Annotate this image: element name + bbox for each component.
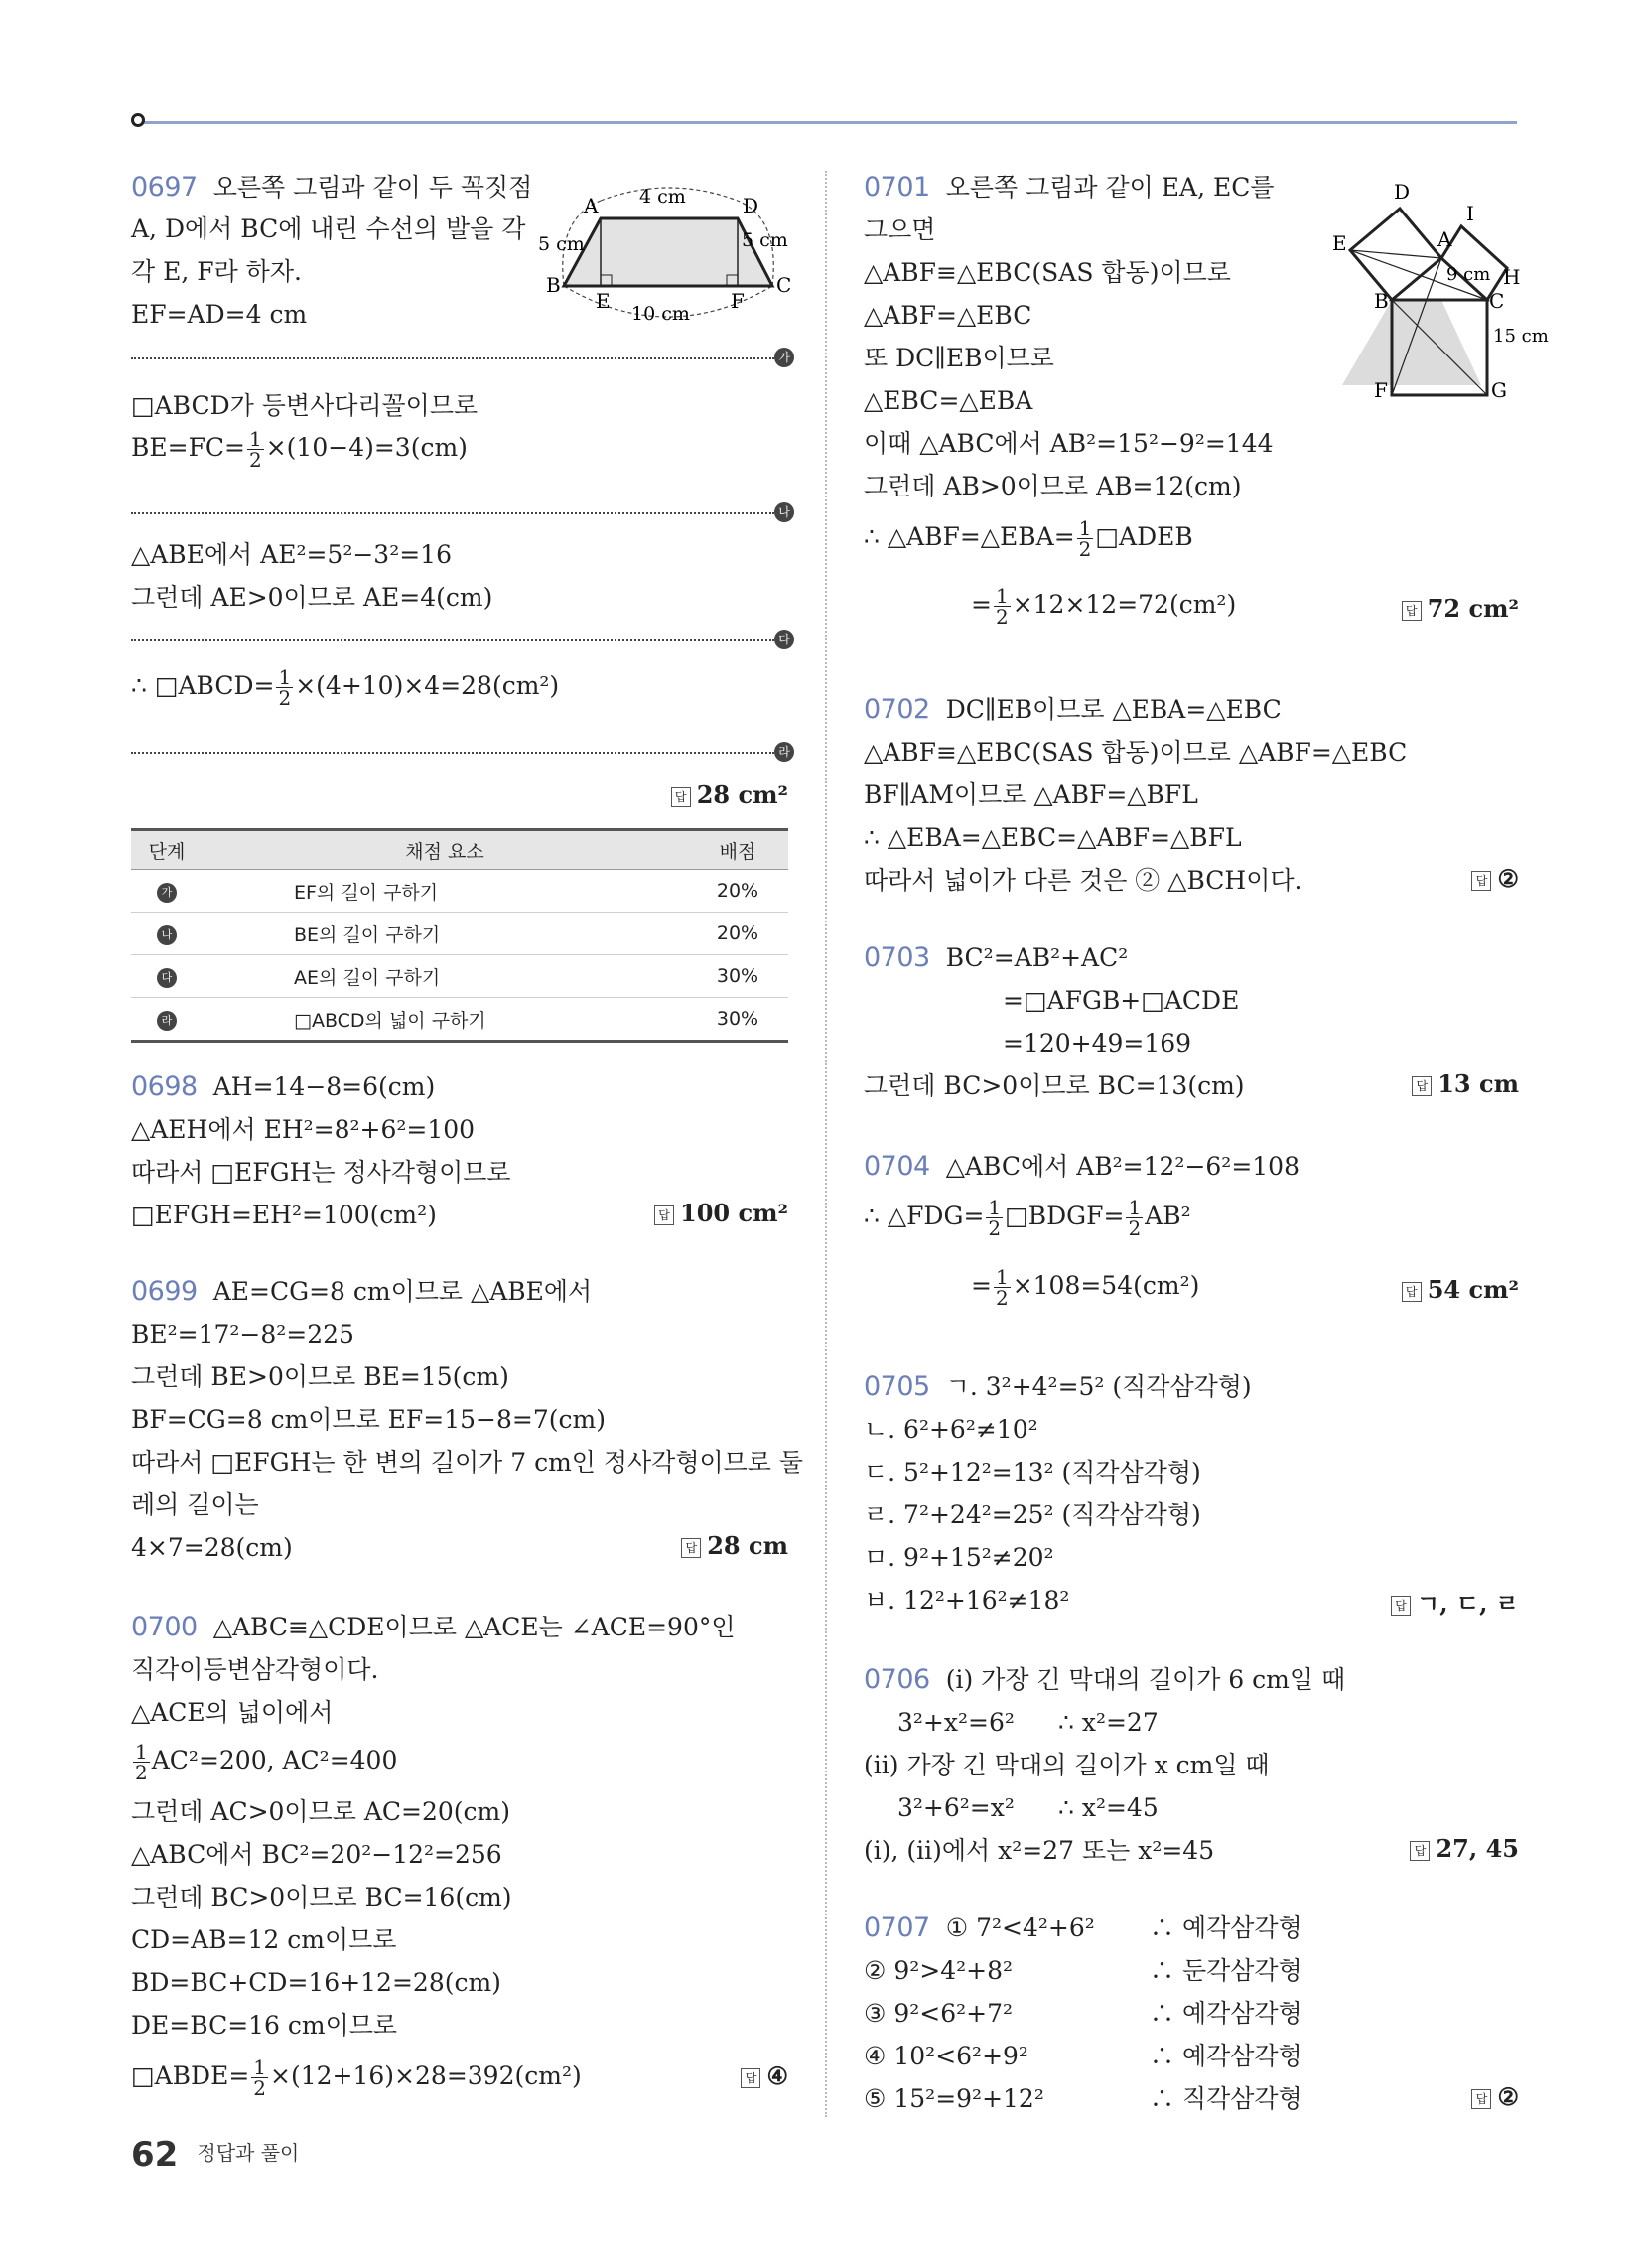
p0697-line3: 각 E, F라 하자.	[131, 257, 302, 286]
p0697-step3a: △ABE에서 AE²=5²−3²=16	[131, 540, 452, 569]
p0707-row2: ② 9²>4²+8²	[864, 1956, 1014, 1985]
p0697-line1: 0697 오른쪽 그림과 같이 두 꼭짓점	[131, 172, 533, 203]
p0703-line2: =□AFGB+□ACDE	[1003, 986, 1240, 1015]
p0700-line8: CD=AB=12 cm이므로	[131, 1925, 397, 1954]
column-separator	[825, 171, 827, 2117]
p0703-line3: =120+49=169	[1003, 1029, 1192, 1058]
page-number: 62	[131, 2135, 179, 2175]
p0703-answer: 답 13 cm	[1412, 1069, 1519, 1098]
p0700-line2: 직각이등변삼각형이다.	[131, 1655, 379, 1684]
p0702-line3: BF∥AM이므로 △ABF=△BFL	[864, 780, 1198, 809]
p0705-line4: ㄹ. 7²+24²=25² (직각삼각형)	[864, 1500, 1201, 1529]
p0700-line1: 0700 △ABC≡△CDE이므로 △ACE는 ∠ACE=90°인	[131, 1612, 736, 1642]
p0699-line3: 그런데 BE>0이므로 BE=15(cm)	[131, 1362, 509, 1391]
fig2-label-C: C	[1489, 289, 1505, 313]
p0701-line7: 이때 △ABC에서 AB²=15²−9²=144	[864, 429, 1274, 458]
p0705-answer: 답 ㄱ, ㄷ, ㄹ	[1391, 1584, 1519, 1619]
step-mark-4: 라	[774, 742, 794, 762]
p0697-line2: A, D에서 BC에 내린 수선의 발을 각	[131, 214, 526, 243]
footer-label: 정답과 풀이	[197, 2141, 300, 2165]
p0698-answer: 답 100 cm²	[654, 1199, 788, 1227]
p0697-line4: EF=AD=4 cm	[131, 300, 308, 329]
p0704-line1: 0704 △ABC에서 AB²=12²−6²=108	[864, 1151, 1300, 1182]
p0699-answer: 답 28 cm	[681, 1531, 788, 1560]
p0697-step3b: 그런데 AE>0이므로 AE=4(cm)	[131, 583, 493, 612]
p0701-line5: 또 DC∥EB이므로	[864, 344, 1054, 372]
fig-label-F: F	[731, 289, 745, 313]
fig2-label-bc: 15 cm	[1493, 326, 1549, 347]
p0701-answer: 답 72 cm²	[1402, 594, 1519, 623]
p0700-line6: △ABC에서 BC²=20²−12²=256	[131, 1840, 502, 1869]
fig2-label-I: I	[1466, 202, 1474, 225]
p0700-line7: 그런데 BC>0이므로 BC=16(cm)	[131, 1883, 512, 1912]
p0699-line2: BE²=17²−8²=225	[131, 1320, 354, 1348]
p0706-answer: 답 27, 45	[1410, 1834, 1519, 1863]
p0701-line4: △ABF=△EBC	[864, 301, 1032, 330]
p0706-line5: (ⅰ), (ⅱ)에서 x²=27 또는 x²=45	[864, 1836, 1215, 1865]
p0701-line2: 그으면	[864, 215, 936, 244]
table-row: 가 EF의 길이 구하기 20%	[131, 870, 788, 913]
table-row: 다 AE의 길이 구하기 30%	[131, 955, 788, 998]
p0707-row5-result: ∴ 직각삼각형	[1150, 2084, 1302, 2113]
p0706-line2b: ∴ x²=27	[1058, 1708, 1159, 1737]
fig2-label-E: E	[1332, 231, 1347, 255]
p0701-line3: △ABF≡△EBC(SAS 합동)이므로	[864, 258, 1231, 287]
p0701-line6: △EBC=△EBA	[864, 386, 1033, 415]
table-row: 라 □ABCD의 넓이 구하기 30%	[131, 998, 788, 1042]
fig-label-top: 4 cm	[639, 186, 686, 208]
p0707-row5: ⑤ 15²=9²+12²	[864, 2084, 1044, 2113]
p0699-line4: BF=CG=8 cm이므로 EF=15−8=7(cm)	[131, 1405, 606, 1434]
p0707-answer: 답 ②	[1471, 2082, 1519, 2111]
p0706-line4a: 3²+6²=x²	[897, 1793, 1015, 1822]
p0701-line1: 0701 오른쪽 그림과 같이 EA, EC를	[864, 172, 1275, 203]
fig2-label-B: B	[1374, 289, 1389, 313]
p0705-line6: ㅂ. 12²+16²≠18²	[864, 1586, 1070, 1615]
p0707-row1: 0707 ① 7²<4²+6²	[864, 1913, 1095, 1943]
fig2-label-ac: 9 cm	[1446, 264, 1491, 285]
trapezoid-figure	[538, 179, 792, 325]
p0697-step4: ∴ □ABCD= $\frac{1}{2}$ ×(4+10)×4=28(cm²)	[131, 665, 560, 710]
fig2-label-F: F	[1374, 378, 1388, 402]
pythagoras-figure	[1302, 175, 1549, 402]
p0702-line4: ∴ △EBA=△EBC=△ABF=△BFL	[864, 823, 1242, 852]
p0702-answer: 답 ②	[1471, 864, 1519, 893]
p0707-row2-result: ∴ 둔각삼각형	[1150, 1956, 1302, 1985]
p0700-line3: △ACE의 넓이에서	[131, 1698, 334, 1727]
step-mark-2: 나	[774, 502, 794, 522]
p0703-line4: 그런데 BC>0이므로 BC=13(cm)	[864, 1071, 1245, 1100]
p0699-line7: 4×7=28(cm)	[131, 1533, 293, 1562]
fig-label-B: B	[546, 273, 561, 297]
p0702-line1: 0702 DC∥EB이므로 △EBA=△EBC	[864, 694, 1282, 725]
p0700-line9: BD=BC+CD=16+12=28(cm)	[131, 1968, 501, 1997]
p0705-line1: 0705 ㄱ. 3²+4²=5² (직각삼각형)	[864, 1371, 1252, 1402]
p0706-line3: (ⅱ) 가장 긴 막대의 길이가 x cm일 때	[864, 1751, 1270, 1779]
p0698-line2: △AEH에서 EH²=8²+6²=100	[131, 1115, 476, 1144]
top-rule-dot	[131, 113, 145, 127]
p0704-answer: 답 54 cm²	[1402, 1275, 1519, 1304]
p0697-step2b: BE=FC= $\frac{1}{2}$ ×(10−4)=3(cm)	[131, 427, 468, 472]
fig-label-C: C	[776, 273, 792, 297]
fig-label-D: D	[743, 194, 759, 217]
p0700-line11: □ABDE= $\frac{1}{2}$ ×(12+16)×28=392(cm²)	[131, 2055, 582, 2100]
p0706-line1: 0706 (ⅰ) 가장 긴 막대의 길이가 6 cm일 때	[864, 1664, 1346, 1695]
p0697-answer: 답 28 cm²	[671, 780, 788, 809]
fig2-label-D: D	[1394, 180, 1411, 204]
p0700-line10: DE=BC=16 cm이므로	[131, 2011, 398, 2040]
p0699-line5: 따라서 □EFGH는 한 변의 길이가 7 cm인 정사각형이므로 둘	[131, 1448, 804, 1477]
scoring-table	[131, 828, 788, 1043]
step-mark-3: 다	[774, 630, 794, 649]
fig2-label-G: G	[1491, 378, 1507, 402]
p0703-line1: 0703 BC²=AB²+AC²	[864, 942, 1129, 973]
p0707-row4: ④ 10²<6²+9²	[864, 2042, 1028, 2070]
page-footer	[131, 2135, 299, 2175]
fig-label-E: E	[596, 289, 611, 313]
p0700-answer: 답 ④	[741, 2061, 788, 2090]
p0699-line1: 0699 AE=CG=8 cm이므로 △ABE에서	[131, 1276, 593, 1307]
p0702-line2: △ABF≡△EBC(SAS 합동)이므로 △ABF=△EBC	[864, 738, 1408, 767]
p0706-line2a: 3²+x²=6²	[897, 1708, 1015, 1737]
top-rule	[141, 121, 1517, 124]
p0704-line2: ∴ △FDG= $\frac{1}{2}$ □BDGF= $\frac{1}{2}$ AB²	[864, 1196, 1191, 1240]
p0701-line8: 그런데 AB>0이므로 AB=12(cm)	[864, 472, 1242, 500]
p0707-row4-result: ∴ 예각삼각형	[1150, 2042, 1302, 2070]
fig2-label-H: H	[1503, 265, 1521, 289]
p0700-line4: $\frac{1}{2}$ AC²=200, AC²=400	[135, 1740, 398, 1784]
p0705-line5: ㅁ. 9²+15²≠20²	[864, 1543, 1054, 1572]
p0702-line5: 따라서 넓이가 다른 것은 ② △BCH이다.	[864, 866, 1302, 895]
p0700-line5: 그런데 AC>0이므로 AC=20(cm)	[131, 1797, 510, 1826]
p0698-line4: □EFGH=EH²=100(cm²)	[131, 1201, 437, 1229]
p0697-step2a: □ABCD가 등변사다리꼴이므로	[131, 391, 479, 420]
p0707-row3: ③ 9²<6²+7²	[864, 1999, 1014, 2028]
step-mark-1: 가	[774, 348, 794, 367]
p0698-line3: 따라서 □EFGH는 정사각형이므로	[131, 1158, 511, 1187]
p0699-line6: 레의 길이는	[131, 1490, 259, 1519]
table-header-step: 단계	[131, 830, 203, 870]
p0701-line10: = $\frac{1}{2}$ ×12×12=72(cm²)	[971, 584, 1237, 629]
fig-label-right: 5 cm	[742, 229, 788, 251]
fig-label-bottom: 10 cm	[631, 303, 690, 325]
fig-label-A: A	[584, 194, 599, 217]
p0705-line3: ㄷ. 5²+12²=13² (직각삼각형)	[864, 1458, 1201, 1487]
p0698-line1: 0698 AH=14−8=6(cm)	[131, 1071, 436, 1102]
fig2-label-A: A	[1437, 227, 1452, 251]
p0707-row3-result: ∴ 예각삼각형	[1150, 1999, 1302, 2028]
p0706-line4b: ∴ x²=45	[1058, 1793, 1159, 1822]
table-header-item: 채점 요소	[203, 830, 687, 870]
p0701-line9: ∴ △ABF=△EBA= $\frac{1}{2}$ □ADEB	[864, 516, 1193, 561]
fig-label-left: 5 cm	[538, 233, 585, 255]
table-row: 나 BE의 길이 구하기 20%	[131, 913, 788, 955]
p0705-line2: ㄴ. 6²+6²≠10²	[864, 1415, 1038, 1444]
table-header-score: 배점	[687, 830, 788, 870]
p0704-line3: = $\frac{1}{2}$ ×108=54(cm²)	[971, 1265, 1200, 1310]
p0707-row1-result: ∴ 예각삼각형	[1150, 1914, 1302, 1942]
